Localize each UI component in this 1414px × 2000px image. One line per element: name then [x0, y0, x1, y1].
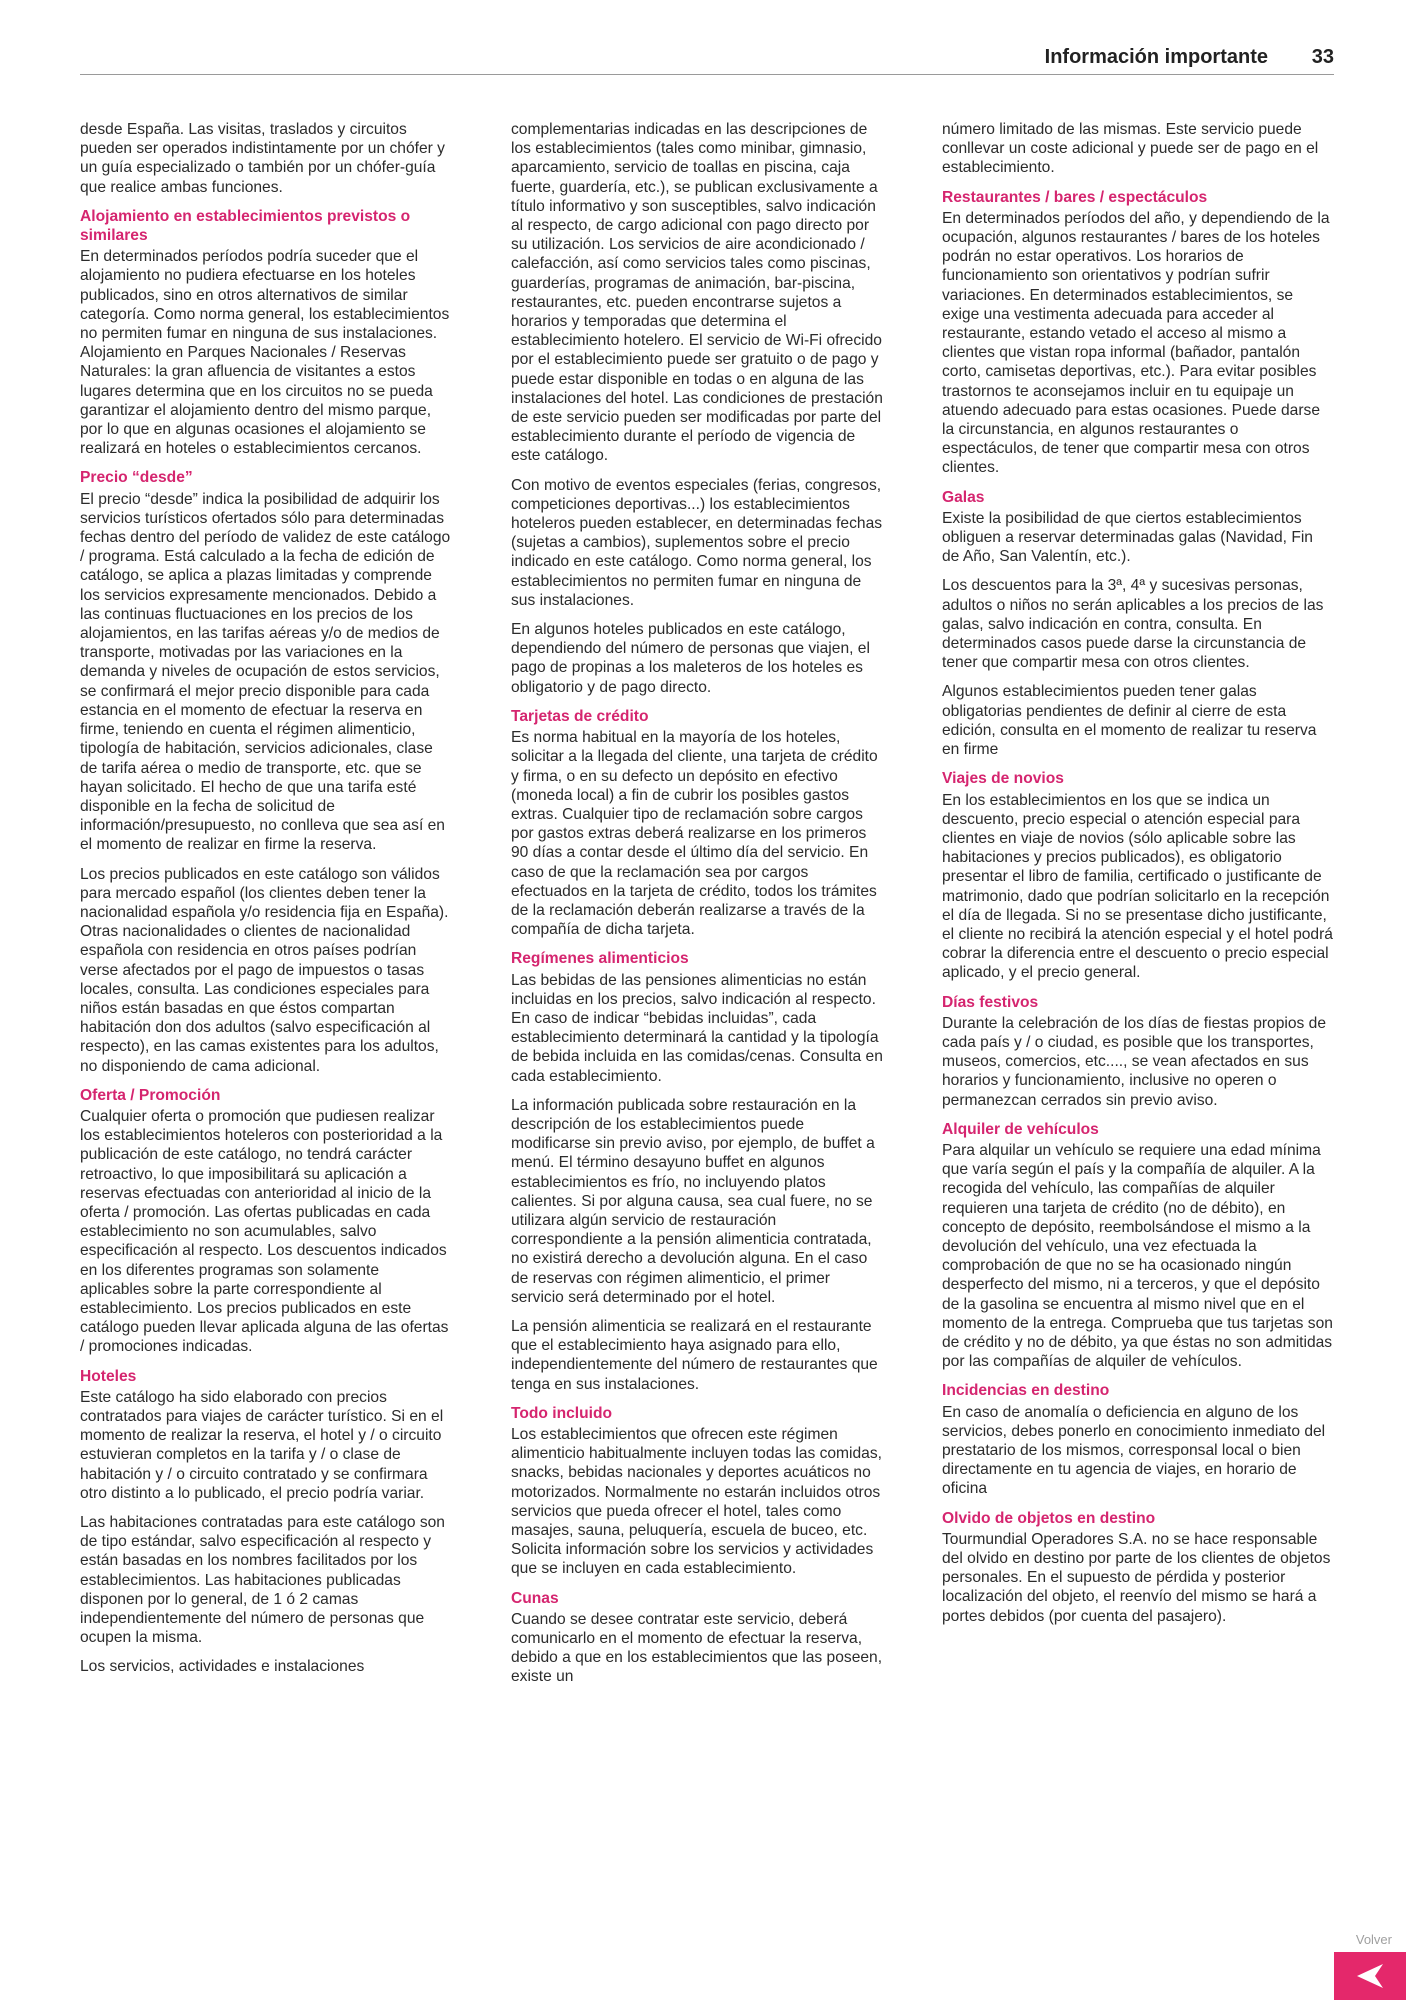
paragraph: Cualquier oferta o promoción que pudiesen realizar los establecimientos hoteleros con posterioridad a la publicación de este catálogo, no tendrá carácter retroactivo, lo que imposibilitará su aplicación a reservas efectuadas con anterioridad al inicio de la oferta / promoción. Las ofertas publicadas en cada establecimiento no son acumulables, salvo especificación al respecto. Los descuentos indicados en los diferentes programas son solamente aplicables sobre la parte correspondiente al establecimiento. Los precios publicados en este catálogo pueden llevar aplicada alguna de las ofertas / promociones indicadas.: [80, 1107, 449, 1356]
paragraph: Las bebidas de las pensiones alimenticias no están incluidas en los precios, salvo indicación al respecto. En caso de indicar “bebidas incluidas”, cada establecimiento determinará la cantidad y la tipología de bebida incluida en las comidas/cenas. Consulta en cada establecimiento.: [511, 971, 883, 1085]
paragraph: La pensión alimenticia se realizará en el restaurante que el establecimiento haya asignado para ello, independientemente del número de restaurantes que tenga en sus instalaciones.: [511, 1317, 878, 1393]
paragraph: Es norma habitual en la mayoría de los hoteles, solicitar a la llegada del cliente, una tarjeta de crédito y firma, o en su defecto un depósito en efectivo (moneda local) a fin de cubrir los posibles gastos extras. Cualquier tipo de reclamación sobre cargos por gastos extras deberá realizarse en los primeros 90 días a contar desde el último día del servicio. En caso de que la reclamación sea por cargos efectuados en la tarjeta de crédito, todos los trámites de la reclamación deberán realizarse a través de la compañía de dicha tarjeta.: [511, 729, 878, 939]
section-heading: Todo incluido: [511, 1404, 613, 1422]
paragraph: Los precios publicados en este catálogo son válidos para mercado español (los clientes deben tener la nacionalidad española y/o residencia fija en España). Otras nacionalidades o clientes de nacionalidad española con residencia en otros países podrían verse afectados por el pago de impuestos o tasas locales, consulta. Las condiciones especiales para niños están basadas en que éstos compartan habitación don dos adultos (salvo especificación al respecto), en las camas existentes para los adultos, no disponiendo de cama adicional.: [80, 865, 449, 1075]
section-heading: Tarjetas de crédito: [511, 707, 649, 725]
paragraph: Cuando se desee contratar este servicio, deberá comunicarlo en el momento de efectuar la reserva, debido a que en los establecimientos que las poseen, existe un: [511, 1610, 883, 1686]
section-heading: Alojamiento en establecimientos previstos o similares: [80, 207, 411, 245]
section-heading: Olvido de objetos en destino: [942, 1509, 1156, 1527]
paragraph: El precio “desde” indica la posibilidad de adquirir los servicios turísticos ofertados sólo para determinadas fechas dentro del período de validez de este catálogo / programa. Está calculado a la fecha de edición de catálogo, se aplica a plazas limitadas y comprende los servicios expresamente mencionados. Debido a las continuas fluctuaciones en los precios de los alojamientos, en las tarifas aéreas y/o de medios de transporte, motivadas por las variaciones en la demanda y niveles de ocupación de estos servicios, se confirmará el mejor precio disponible para cada estancia en el momento de efectuar la reserva en firme, teniendo en cuenta el régimen alimenticio, tipología de habitación, servicios adicionales, clase de tarifa aérea o medio de transporte, etc. que se hayan solicitado. El hecho de que una tarifa esté disponible en la fecha de solicitud de información/presupuesto, no conlleva que sea así en el momento de realizar en firme la reserva.: [80, 490, 451, 854]
paragraph: complementarias indicadas en las descripciones de los establecimientos (tales como minibar, gimnasio, aparcamiento, servicio de toallas en piscina, caja fuerte, guardería, etc.), se publican exclusivamente a título informativo y son susceptibles, salvo indicación al respecto, de cargo adicional con pago directo por su utilización. Los servicios de aire acondicionado / calefacción, así como servicios tales como piscinas, guarderías, programas de animación, bar-piscina, restaurantes, etc. pueden encontrarse sujetos a horarios y temporadas que determina el establecimiento hotelero. El servicio de Wi-Fi ofrecido por el establecimiento puede ser gratuito o de pago y puede estar disponible en todas o en alguna de las instalaciones del hotel. Las condiciones de prestación de este servicio pueden ser modificadas por parte del establecimiento durante el período de vigencia de este catálogo.: [511, 121, 883, 465]
section-heading: Regímenes alimenticios: [511, 950, 689, 968]
section-heading: Viajes de novios: [942, 770, 1064, 788]
paragraph: Durante la celebración de los días de fiestas propios de cada país y / o ciudad, es posible que los transportes, museos, comercios, etc...., se vean afectados en sus horarios y funcionamiento, inclusive no operen o permanezcan cerrados sin previo aviso.: [942, 1014, 1327, 1109]
paragraph: Este catálogo ha sido elaborado con precios contratados para viajes de carácter turístico. Si en el momento de realizar la reserva, el hotel y / o circuito estuvieran completos en la tarifa y / o clase de habitación y / o circuito contratado y se confirmara otro distinto a lo publicado, el precio podría variar.: [80, 1388, 444, 1502]
text-column-3: [942, 120, 1334, 1636]
back-control[interactable]: [1334, 1932, 1406, 2000]
section-heading: Alquiler de vehículos: [942, 1120, 1099, 1138]
section-heading: Galas: [942, 488, 985, 506]
paragraph: Con motivo de eventos especiales (ferias, congresos, competiciones deportivas...) los establecimientos hoteleros pueden establecer, en determinadas fechas (sujetas a cambios), suplementos sobre el precio indicado en este catálogo. Como norma general, los establecimientos no permiten fumar en ninguna de sus instalaciones.: [511, 476, 883, 609]
page-header: [80, 44, 1334, 75]
back-label[interactable]: Volver: [1355, 1932, 1392, 1947]
paragraph: Algunos establecimientos pueden tener galas obligatorias pendientes de definir al cierre de esta edición, consulta en el momento de realizar tu reserva en firme: [942, 683, 1317, 759]
section-heading: Oferta / Promoción: [80, 1086, 221, 1104]
section-heading: Hoteles: [80, 1367, 137, 1385]
section-heading: Precio “desde”: [80, 469, 193, 487]
paragraph: Los establecimientos que ofrecen este régimen alimenticio habitualmente incluyen todas las comidas, snacks, bebidas nacionales y deportes acuáticos no motorizados. Normalmente no estarán incluidos otros servicios que pueda ofrecer el hotel, tales como masajes, sauna, peluquería, escuela de buceo, etc. Solicita información sobre los servicios y actividades que se incluyen en cada establecimiento.: [511, 1426, 882, 1578]
section-heading: Cunas: [511, 1589, 559, 1607]
paragraph: En los establecimientos en los que se indica un descuento, precio especial o atención especial para clientes en viaje de novios (sólo aplicable sobre las habitaciones y precios publicados), es obligatorio presentar el libro de familia, certificado o justificante de matrimonio, dado que podrían solicitarlo en la recepción el día de llegada. Si no se presentase dicho justificante, el cliente no recibirá la atención especial y el hotel podrá cobrar la diferencia entre el descuento o precio especial aplicado, y el precio general.: [942, 791, 1333, 982]
paragraph: En caso de anomalía o deficiencia en alguno de los servicios, debes ponerlo en conocimiento inmediato del prestatario de los mismos, corresponsal local o bien directamente en tu agencia de viajes, en horario de oficina: [942, 1403, 1326, 1498]
paragraph: número limitado de las mismas. Este servicio puede conllevar un coste adicional y puede ser de pago en el establecimiento.: [942, 121, 1319, 177]
back-button[interactable]: [1334, 1952, 1406, 2000]
section-heading: Incidencias en destino: [942, 1382, 1110, 1400]
paragraph: En determinados períodos del año, y dependiendo de la ocupación, algunos restaurantes / bares de los hoteles podrán no estar operativos. Los horarios de funcionamiento son orientativos y podrían sufrir variaciones. En determinados establecimientos, se exige una vestimenta adecuada para acceder al restaurante, estando vetado el acceso al mismo a clientes que vistan ropa informal (bañador, pantalón corto, camisetas deportivas, etc.). Para evitar posibles trastornos te aconsejamos incluir en tu equipaje un atuendo adecuado para estas ocasiones. Puede darse la circunstancia, en algunos restaurantes o espectáculos, de tener que compartir mesa con otros clientes.: [942, 209, 1330, 477]
paragraph: Los servicios, actividades e instalaciones: [80, 1658, 365, 1676]
section-title: Información importante: [1044, 46, 1268, 68]
paragraph: Tourmundial Operadores S.A. no se hace responsable del olvido en destino por parte de los clientes de objetos personales. En el supuesto de pérdida y posterior localización del objeto, el reenvío del mismo se hará a portes debidos (por cuenta del pasajero).: [942, 1530, 1331, 1625]
text-column-1: [80, 120, 452, 1687]
paragraph: Los descuentos para la 3ª, 4ª y sucesivas personas, adultos o niños no serán aplicables a los precios de las galas, salvo indicación en contra, consulta. En determinados casos puede darse la circunstancia de tener que compartir mesa con otros clientes.: [942, 577, 1324, 672]
page-number: 33: [1311, 46, 1334, 68]
paragraph: desde España. Las visitas, traslados y circuitos pueden ser operados indistintamente por un chófer y un guía especializado o también por un chófer-guía que realice ambas funciones.: [80, 121, 445, 196]
text-column-2: [511, 120, 883, 1697]
paragraph: La información publicada sobre restauración en la descripción de los establecimientos puede modificarse sin previo aviso, por ejemplo, de buffet a menú. El término desayuno buffet en algunos establecimientos es frío, no incluyendo platos calientes. Si por alguna causa, sea cual fuere, no se utilizara algún servicio de restauración correspondiente a la pensión alimenticia contratada, no existirá derecho a devolución alguna. En el caso de reservas con régimen alimenticio, el primer servicio será determinado por el hotel.: [511, 1096, 875, 1306]
paragraph: Existe la posibilidad de que ciertos establecimientos obliguen a reservar determinadas galas (Navidad, Fin de Año, San Valentín, etc.).: [942, 509, 1313, 566]
paragraph: Las habitaciones contratadas para este catálogo son de tipo estándar, salvo especificación al respecto y están basadas en los nombres facilitados por los establecimientos. Las habitaciones publicadas disponen por lo general, de 1 ó 2 camas independientemente del número de personas que ocupen la misma.: [80, 1514, 445, 1647]
paragraph: En algunos hoteles publicados en este catálogo, dependiendo del número de personas que viajen, el pago de propinas a los maleteros de los hoteles es obligatorio y de pago directo.: [511, 621, 870, 696]
paragraph: En determinados períodos podría suceder que el alojamiento no pudiera efectuarse en los hoteles publicados, sino en otros alternativos de similar categoría. Como norma general, los establecimientos no permiten fumar en ninguna de sus instalaciones. Alojamiento en Parques Nacionales / Reservas Naturales: la gran afluencia de visitantes a estos lugares determina que en los circuitos no se pueda garantizar el alojamiento dentro del mismo parque, por lo que en algunas ocasiones el alojamiento se realizará en hoteles o establecimientos cercanos.: [80, 248, 450, 458]
paragraph: Para alquilar un vehículo se requiere una edad mínima que varía según el país y la compañía de alquiler. A la recogida del vehículo, las compañías de alquiler requieren una tarjeta de crédito (no de débito), en concepto de depósito, reembolsándose el mismo a la devolución del vehículo, una vez efectuada la comprobación de que no se ha ocasionado ningún desperfecto del mismo, ni a terceros, y que el depósito de la gasolina se encuentra al mismo nivel que en el momento de la entrega. Comprueba que tus tarjetas son de crédito y no de débito, ya que éstas no son admitidas por las compañías de alquiler de vehículos.: [942, 1141, 1333, 1371]
section-heading: Días festivos: [942, 993, 1039, 1011]
section-heading: Restaurantes / bares / espectáculos: [942, 188, 1208, 206]
triangle-left-icon: [1355, 1963, 1385, 1989]
